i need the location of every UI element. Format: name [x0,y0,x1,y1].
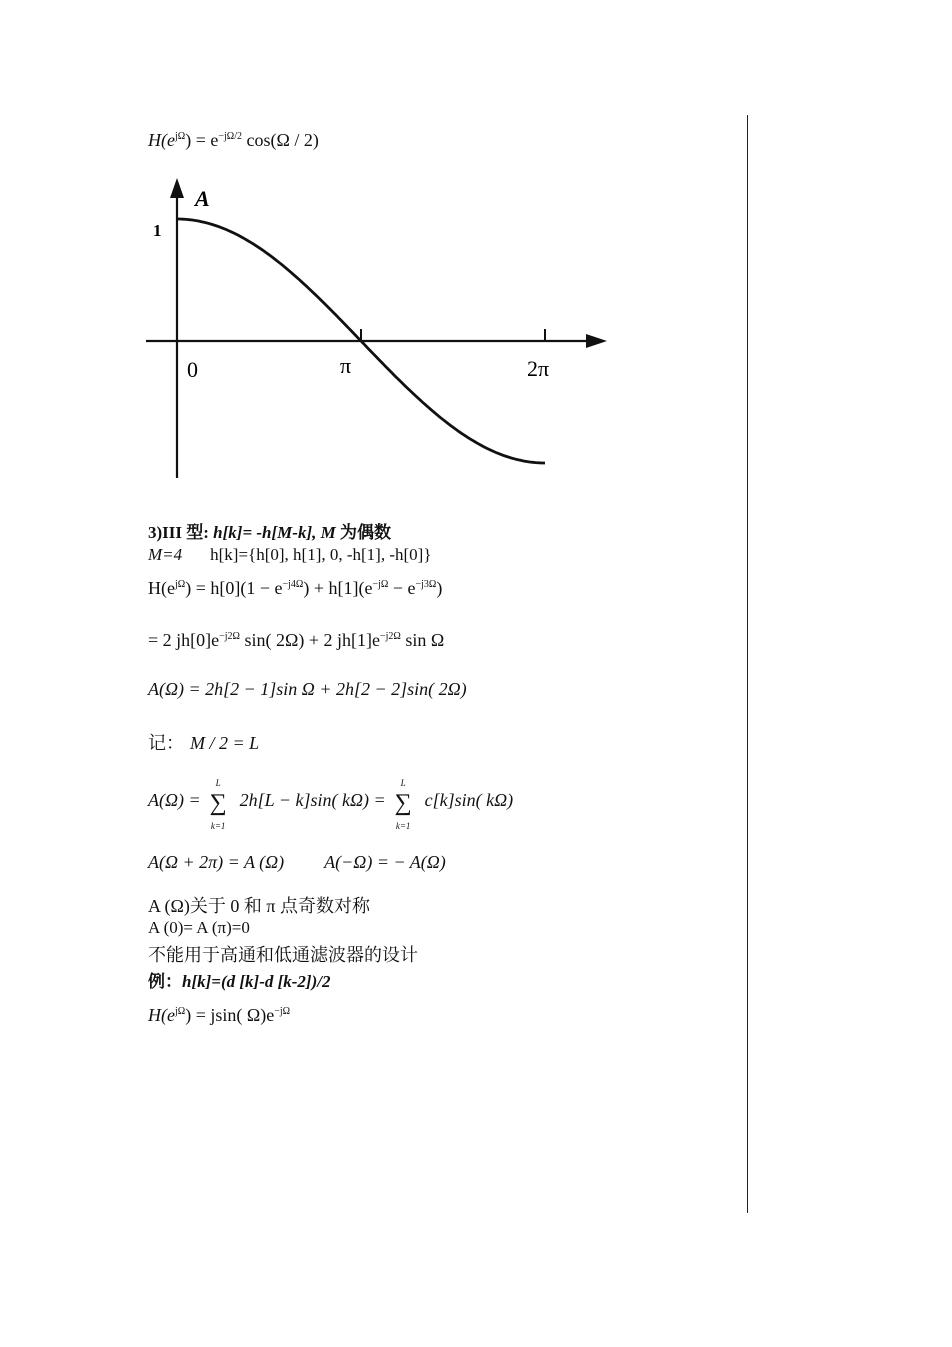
eq6-b: ) = jsin( Ω)e [185,1005,275,1025]
y-axis-label: A [195,186,210,211]
amplitude-chart [0,0,952,500]
eq-top-mid-sup: −jΩ/2 [218,131,242,142]
eq4-a: A(Ω) = [148,790,201,810]
heading-prefix: 3)III 型: [148,523,214,542]
x-tick-label-pi: π [340,353,352,378]
equation-2 [148,630,444,651]
eq1-c: ) + h[1](e [303,578,373,598]
equation-5 [148,852,446,873]
x-axis-arrow [586,334,607,348]
x-tick-label-0: 0 [187,357,198,382]
eq4-b: 2h[L − k]sin( kΩ) = [239,790,386,810]
eq-top-rhs: cos(Ω / 2) [241,130,319,150]
heading-text: h[k]= -h[M-k], M [213,523,336,542]
sum-symbol-1 [205,778,231,831]
eq-top-mid: ) = e [185,130,219,150]
m-line [148,545,431,565]
eq1-c-sup: −jΩ [372,579,389,590]
eq2-b: sin( 2Ω) + 2 jh[1]e [240,630,381,650]
zero-text: A (0)= A (π)=0 [148,918,250,937]
equation-3: A(Ω) = 2h[2 − 1]sin Ω + 2h[2 − 2]sin( 2Ω) [148,679,467,699]
eq1-e: ) [436,578,443,598]
eq2-a: = 2 jh[0]e [148,630,220,650]
equation-1 [148,578,442,599]
eq6-a-sup: jΩ [174,1006,186,1017]
sum1-top: L [215,778,221,788]
y-axis-arrow [170,178,184,198]
eq6-a: H(e [148,1005,175,1025]
example-expr: h[k]=(d [k]-d [k-2])/2 [182,972,331,991]
limitation-text: 不能用于高通和低通滤波器的设计 [148,945,418,965]
eq5-b: A(−Ω) = − A(Ω) [324,852,446,872]
y-tick-label: 1 [153,221,162,240]
sum2-sym: ∑ [394,790,412,816]
example-label: 例： [148,972,182,991]
x-tick-label-2pi: 2π [527,356,550,381]
sum1-sym: ∑ [209,790,227,816]
eq2-c: sin Ω [400,630,445,650]
eq6-b-sup: −jΩ [274,1006,291,1017]
eq-top-lhs-sup: jΩ [174,131,186,142]
heading-suffix: 为偶数 [335,523,391,542]
eq1-d-sup: −j3Ω [415,579,437,590]
sum-symbol-2 [390,778,416,831]
symmetry-text: A (Ω)关于 0 和 π 点奇数对称 [148,896,370,916]
eq1-b-sup: −j4Ω [282,579,304,590]
eq1-b: ) = h[0](1 − e [185,578,283,598]
note-expr: M / 2 = L [190,733,260,753]
m-value: M=4 [148,545,183,564]
eq4-c: c[k]sin( kΩ) [424,790,514,810]
equation-4 [148,778,514,831]
eq1-a-sup: jΩ [174,579,186,590]
note-line [148,729,259,755]
section-heading [148,518,391,543]
eq2-b-sup: −j2Ω [380,631,401,642]
note-label: 记： [148,733,184,753]
eq-top-lhs: H(e [148,130,175,150]
example-line [148,967,330,992]
sum2-bot: k=1 [395,821,411,831]
h-sequence: h[k]={h[0], h[1], 0, -h[1], -h[0]} [210,545,432,564]
eq1-d: − e [388,578,416,598]
eq5-a: A(Ω + 2π) = A (Ω) [148,852,285,872]
eq2-a-sup: −j2Ω [219,631,240,642]
equation-6 [148,1005,290,1026]
eq1-a: H(e [148,578,175,598]
sum1-bot: k=1 [210,821,226,831]
sum2-top: L [400,778,406,788]
